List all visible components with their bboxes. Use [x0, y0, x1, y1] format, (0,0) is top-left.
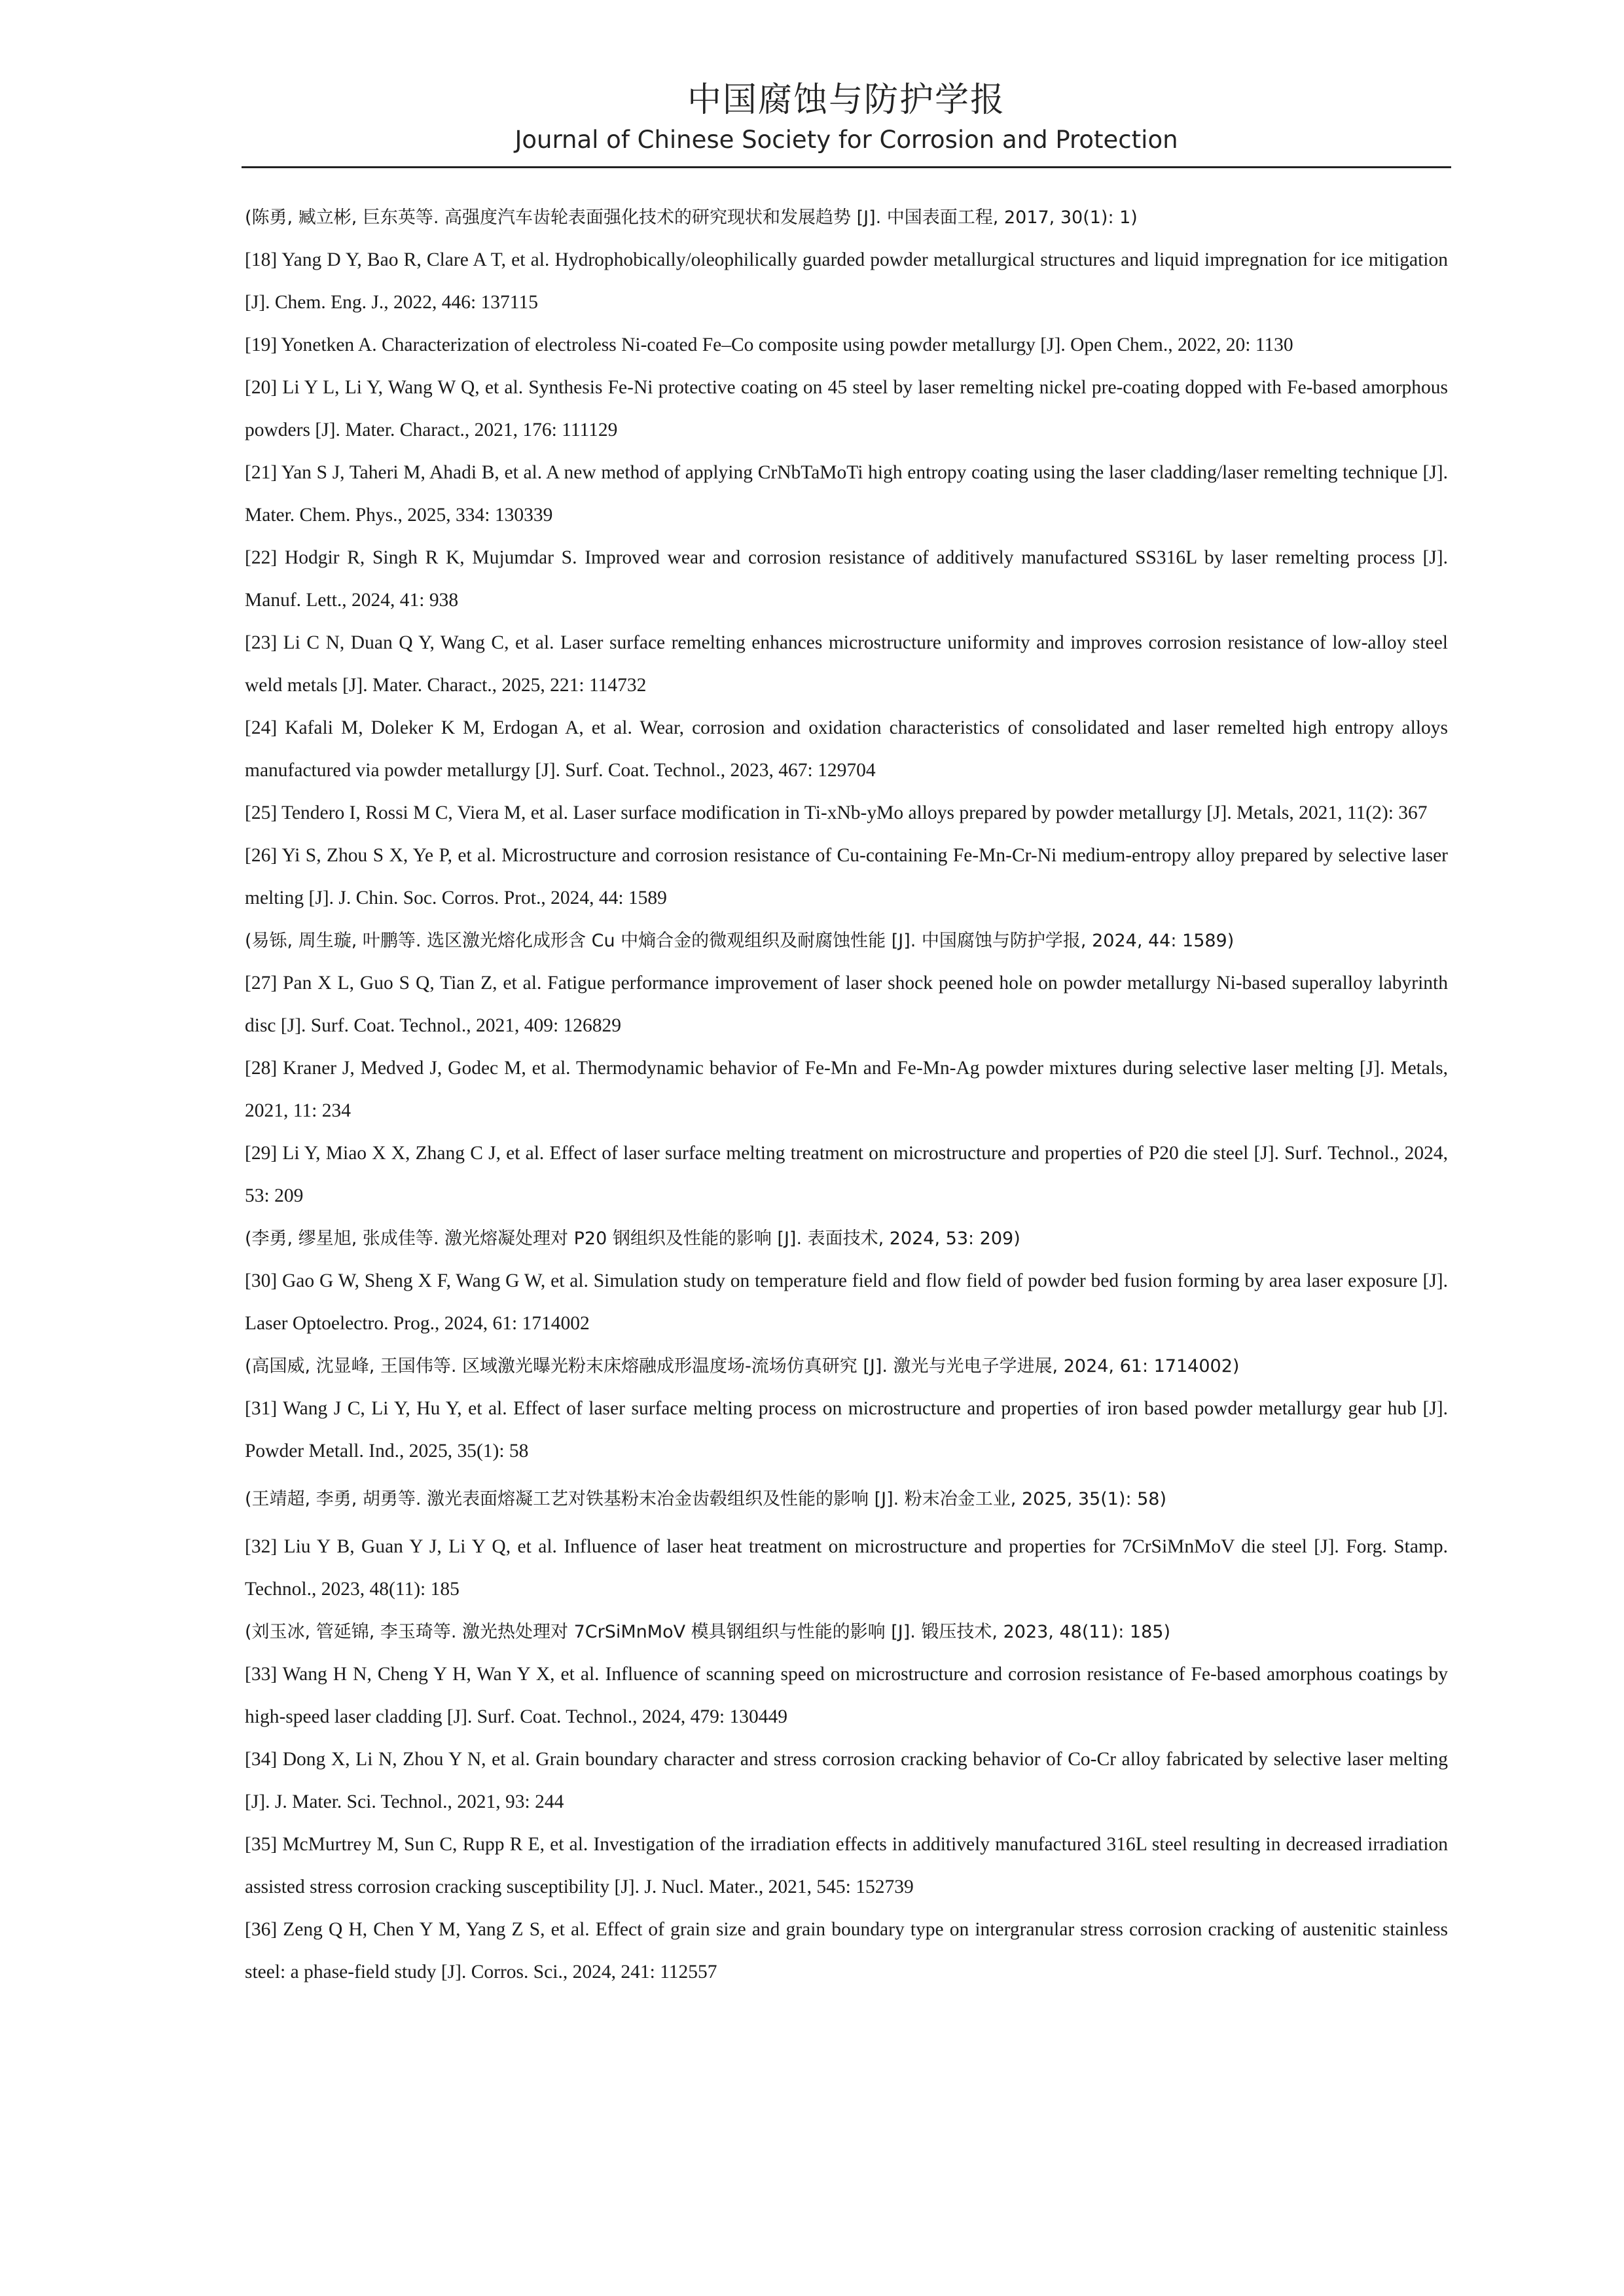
reference-item-29: [29] Li Y, Miao X X, Zhang C J, et al. Effect of laser surface melting treatment on microstructure and properties of P20 die steel [J]. Surf. Technol., 2024, 53: 209 — [245, 1143, 1448, 1206]
header-divider — [242, 166, 1451, 168]
reference-item-32-cn: (刘玉冰, 管延锦, 李玉琦等. 激光热处理对 7CrSiMnMoV 模具钢组织与性能的影响 [J]. 锻压技术, 2023, 48(11): 185) — [245, 1622, 1171, 1642]
reference-item-35: [35] McMurtrey M, Sun C, Rupp R E, et al. Investigation of the irradiation effects in additively manufactured 316L steel resulting in decreased irradiation assisted stress corrosion cracking susceptibility [J]. J. Nucl. Mater., 2021, 545: 152739 — [245, 1834, 1448, 1897]
reference-item-18: [18] Yang D Y, Bao R, Clare A T, et al. Hydrophobically/oleophilically guarded powder metallurgical structures and liquid impregnation for ice mitigation [J]. Chem. Eng. J., 2022, 446: 137115 — [245, 249, 1448, 313]
reference-item-20: [20] Li Y L, Li Y, Wang W Q, et al. Synthesis Fe-Ni protective coating on 45 steel by laser remelting nickel pre-coating dopped with Fe-based amorphous powders [J]. Mater. Charact., 2021, 176: 111129 — [245, 377, 1448, 440]
reference-item-17-cn: (陈勇, 臧立彬, 巨东英等. 高强度汽车齿轮表面强化技术的研究现状和发展趋势 [J]. 中国表面工程, 2017, 30(1): 1) — [245, 207, 1138, 228]
journal-header — [242, 77, 1451, 169]
reference-list — [245, 196, 1448, 1994]
journal-title-cn: 中国腐蚀与防护学报 — [687, 81, 1005, 120]
reference-item-21: [21] Yan S J, Taheri M, Ahadi B, et al. A new method of applying CrNbTaMoTi high entropy coating using the laser cladding/laser remelting technique [J]. Mater. Chem. Phys., 2025, 334: 130339 — [245, 462, 1448, 526]
reference-item-26-cn: (易铄, 周生璇, 叶鹏等. 选区激光熔化成形含 Cu 中熵合金的微观组织及耐腐蚀性能 [J]. 中国腐蚀与防护学报, 2024, 44: 1589) — [245, 931, 1235, 951]
reference-item-26: [26] Yi S, Zhou S X, Ye P, et al. Microstructure and corrosion resistance of Cu-containing Fe-Mn-Cr-Ni medium-entropy alloy prepared by selective laser melting [J]. J. Chin. Soc. Corros. Prot., 2024, 44: 1589 — [245, 845, 1448, 908]
reference-item-36: [36] Zeng Q H, Chen Y M, Yang Z S, et al. Effect of grain size and grain boundary type on intergranular stress corrosion cracking of austenitic stainless steel: a phase-field study [J]. Corros. Sci., 2024, 241: 112557 — [245, 1919, 1448, 1982]
journal-title-en: Journal of Chinese Society for Corrosion and Protection — [514, 126, 1178, 154]
reference-item-34: [34] Dong X, Li N, Zhou Y N, et al. Grain boundary character and stress corrosion cracking behavior of Co-Cr alloy fabricated by selective laser melting [J]. J. Mater. Sci. Technol., 2021, 93: 244 — [245, 1749, 1448, 1812]
reference-item-22: [22] Hodgir R, Singh R K, Mujumdar S. Improved wear and corrosion resistance of additively manufactured SS316L by laser remelting process [J]. Manuf. Lett., 2024, 41: 938 — [245, 547, 1448, 611]
reference-item-32: [32] Liu Y B, Guan Y J, Li Y Q, et al. Influence of laser heat treatment on microstructure and properties for 7CrSiMnMoV die steel [J]. Forg. Stamp. Technol., 2023, 48(11): 185 — [245, 1536, 1448, 1600]
reference-item-33: [33] Wang H N, Cheng Y H, Wan Y X, et al. Influence of scanning speed on microstructure and corrosion resistance of Fe-based amorphous coatings by high-speed laser cladding [J]. Surf. Coat. Technol., 2024, 479: 130449 — [245, 1664, 1448, 1727]
reference-item-31-cn: (王靖超, 李勇, 胡勇等. 激光表面熔凝工艺对铁基粉末冶金齿毂组织及性能的影响 [J]. 粉末冶金工业, 2025, 35(1): 58) — [245, 1489, 1167, 1509]
reference-item-24: [24] Kafali M, Doleker K M, Erdogan A, et al. Wear, corrosion and oxidation characteristics of consolidated and laser remelted high entropy alloys manufactured via powder metallurgy [J]. Surf. Coat. Technol., 2023, 467: 129704 — [245, 717, 1448, 781]
reference-item-31: [31] Wang J C, Li Y, Hu Y, et al. Effect of laser surface melting process on microstructure and properties of iron based powder metallurgy gear hub [J]. Powder Metall. Ind., 2025, 35(1): 58 — [245, 1398, 1448, 1462]
reference-item-29-cn: (李勇, 缪星旭, 张成佳等. 激光熔凝处理对 P20 钢组织及性能的影响 [J]. 表面技术, 2024, 53: 209) — [245, 1229, 1020, 1249]
reference-item-27: [27] Pan X L, Guo S Q, Tian Z, et al. Fatigue performance improvement of laser shock peened hole on powder metallurgy Ni-based superalloy labyrinth disc [J]. Surf. Coat. Technol., 2021, 409: 126829 — [245, 973, 1448, 1036]
reference-item-30: [30] Gao G W, Sheng X F, Wang G W, et al. Simulation study on temperature field and flow field of powder bed fusion forming by area laser exposure [J]. Laser Optoelectro. Prog., 2024, 61: 1714002 — [245, 1270, 1448, 1334]
reference-item-23: [23] Li C N, Duan Q Y, Wang C, et al. Laser surface remelting enhances microstructure uniformity and improves corrosion resistance of low-alloy steel weld metals [J]. Mater. Charact., 2025, 221: 114732 — [245, 632, 1448, 696]
reference-item-25: [25] Tendero I, Rossi M C, Viera M, et al. Laser surface modification in Ti-xNb-yMo alloys prepared by powder metallurgy [J]. Metals, 2021, 11(2): 367 — [245, 802, 1428, 823]
reference-item-19: [19] Yonetken A. Characterization of electroless Ni-coated Fe–Co composite using powder metallurgy [J]. Open Chem., 2022, 20: 1130 — [245, 334, 1293, 355]
reference-item-28: [28] Kraner J, Medved J, Godec M, et al. Thermodynamic behavior of Fe-Mn and Fe-Mn-Ag powder mixtures during selective laser melting [J]. Metals, 2021, 11: 234 — [245, 1058, 1448, 1121]
reference-item-30-cn: (高国威, 沈显峰, 王国伟等. 区域激光曝光粉末床熔融成形温度场-流场仿真研究 [J]. 激光与光电子学进展, 2024, 61: 1714002) — [245, 1356, 1240, 1376]
